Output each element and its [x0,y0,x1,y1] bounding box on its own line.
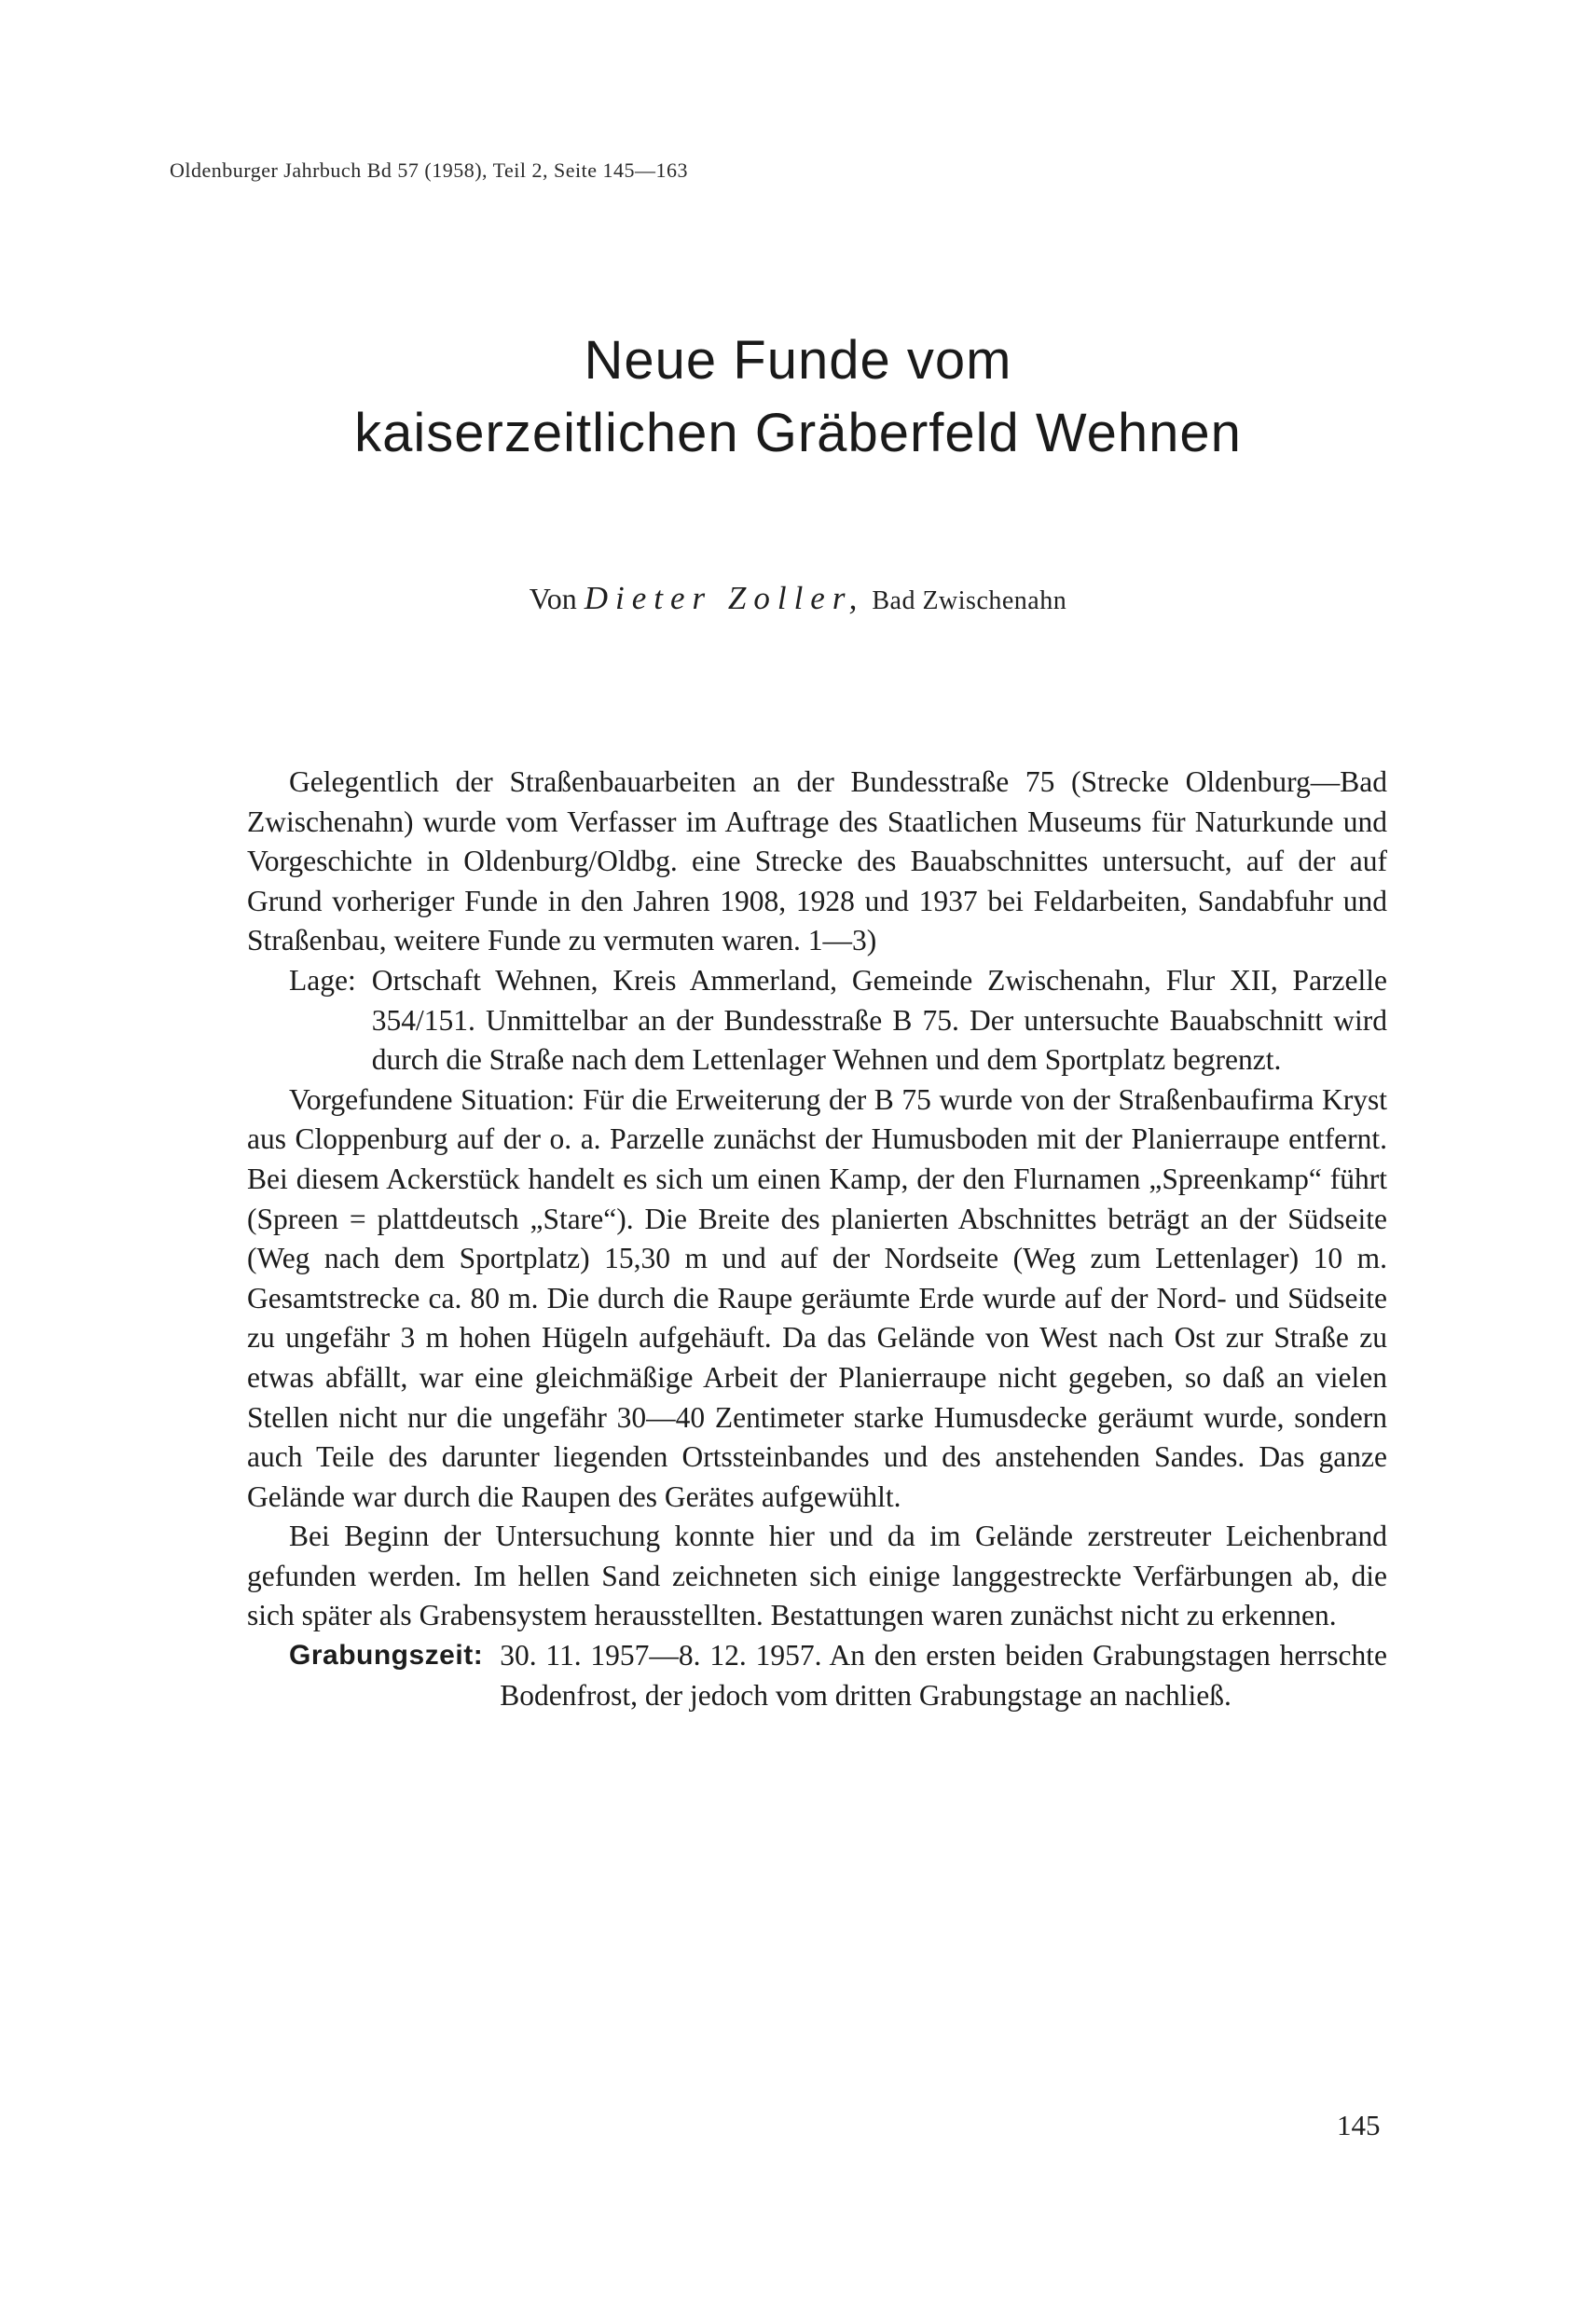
definition-term-lage: Lage: [289,963,356,997]
definition-grabungszeit [247,1636,1387,1715]
definition-term-grabungszeit: Grabungszeit: [289,1640,484,1672]
paragraph-situation: Vorgefundene Situation: Für die Erweiterung der B 75 wurde von der Straßenbaufirma Kryst aus Cloppenburg auf der o. a. Parzelle zunächst der Humusboden mit der Planierraupe entfernt. Bei diesem Ackerstück handelt es sich um einen Kamp, der den Flurnamen „Spreenkamp“ führt (Spreen = plattdeutsch „Stare“). Die Breite des planierten Abschnittes beträgt an der Südseite (Weg nach dem Sportplatz) 15,30 m und auf der Nordseite (Weg zum Lettenlager) 10 m. Gesamtstrecke ca. 80 m. Die durch die Raupe geräumte Erde wurde auf der Nord- und Südseite zu ungefähr 3 m hohen Hügeln aufgehäuft. Da das Gelände von West nach Ost zur Straße zu etwas abfällt, war eine gleichmäßige Arbeit der Planierraupe nicht gegeben, so daß an vielen Stellen nicht nur die ungefähr 30—40 Zentimeter starke Humusdecke geräumt wurde, sondern auch Teile des darunter liegenden Ortssteinbandes und des anstehenden Sandes. Das ganze Gelände war durch die Raupen des Gerätes aufgewühlt. [247,1082,1387,1513]
byline-von: Von [529,582,577,615]
article-title [0,324,1596,470]
definition-lage [247,961,1387,1080]
article-body [247,763,1387,1715]
page-number: 145 [1337,2109,1381,2141]
definition-text-lage: Ortschaft Wehnen, Kreis Ammerland, Gemeinde Zwischenahn, Flur XII, Parzelle 354/151. Unmittelbar an der Bundesstraße B 75. Der untersuchte Bauabschnitt wird durch die Straße nach dem Lettenlager Wehnen und dem Sportplatz begrenzt. [371,963,1387,1077]
author-name: Dieter Zoller, [584,580,865,616]
running-header: Oldenburger Jahrbuch Bd 57 (1958), Teil 2, Seite 145—163 [170,158,689,182]
byline [0,580,1596,617]
title-line-1: Neue Funde vom [584,330,1012,391]
author-location: Bad Zwischenahn [872,586,1067,615]
definition-text-grabungszeit: 30. 11. 1957—8. 12. 1957. An den ersten beiden Grabungstagen herrschte Bodenfrost, der jedoch vom dritten Grabungstage an nachließ. [500,1639,1387,1712]
title-line-2: kaiserzeitlichen Gräberfeld Wehnen [354,403,1242,463]
paragraph-untersuchung: Bei Beginn der Untersuchung konnte hier und da im Gelände zerstreuter Leichenbrand gefunden werden. Im hellen Sand zeichneten sich einige langgestreckte Verfärbungen ab, die sich später als Grabensystem herausstellten. Bestattungen waren zunächst nicht zu erkennen. [247,1520,1387,1632]
paragraph-intro: Gelegentlich der Straßenbauarbeiten an der Bundesstraße 75 (Strecke Oldenburg—Bad Zwischenahn) wurde vom Verfasser im Auftrage des Staatlichen Museums für Naturkunde und Vorgeschichte in Oldenburg/Oldbg. eine Strecke des Bauabschnittes untersucht, auf der auf Grund vorheriger Funde in den Jahren 1908, 1928 und 1937 bei Feldarbeiten, Sandabfuhr und Straßenbau, weitere Funde zu vermuten waren. 1—3) [247,765,1387,957]
